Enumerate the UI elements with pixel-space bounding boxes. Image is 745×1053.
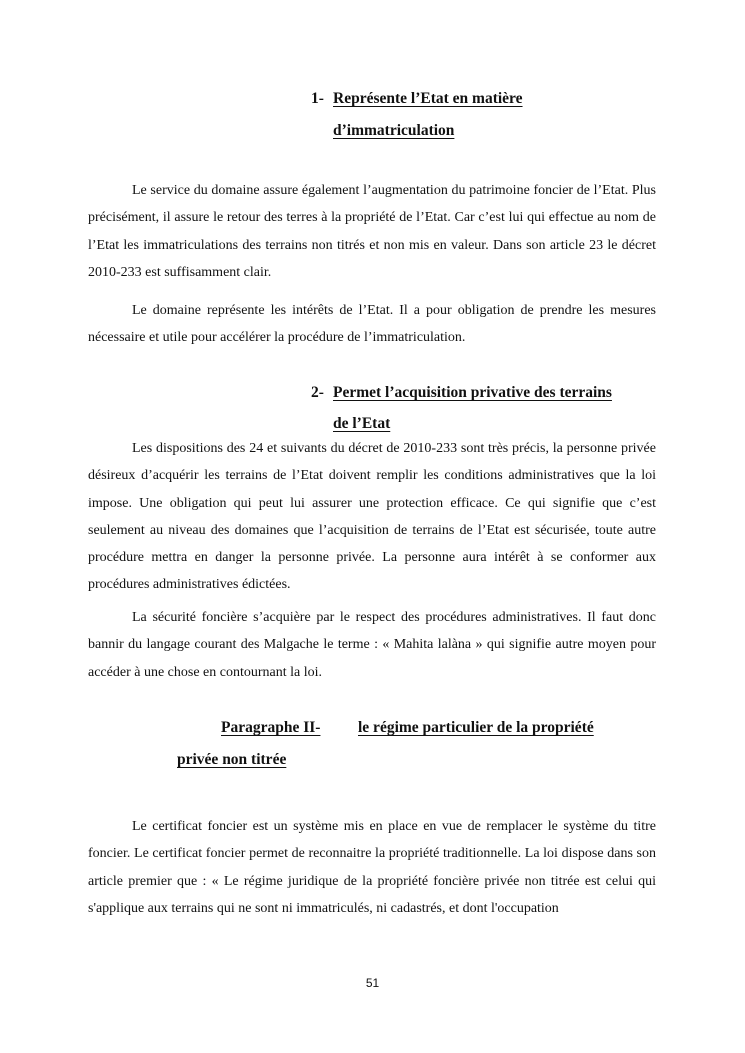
section-1-title-line2: d’immatriculation <box>333 122 455 139</box>
paragraph-ii-title-line2: privée non titrée <box>177 751 287 768</box>
section-1-number: 1- <box>311 90 324 107</box>
paragraph-5: Le certificat foncier est un système mis en place en vue de remplacer le système du titre foncier. Le certificat foncier permet de reconnaitre la propriété traditionnelle. La loi dispose dans son article premier que : « Le régime juridique de la propriété foncière privée non titrée est celui qui s'applique aux terrains qui ne sont ni immatriculés, ni cadastrés, et dont l'occupation <box>88 819 656 916</box>
paragraph-1: Le service du domaine assure également l’augmentation du patrimoine foncier de l’Etat. Plus précisément, il assure le retour des terres à la propriété de l’Etat. Car c’est lui qui effectue au nom de l’Etat les immatriculations des terrains non titrés et non mis en valeur. Dans son article 23 le décret 2010-233 est suffisamment clair. <box>88 183 656 280</box>
paragraph-ii-label: Paragraphe II- <box>221 719 321 736</box>
paragraph-ii-title-line1: le régime particulier de la propriété <box>358 719 594 736</box>
section-2-title-line1: Permet l’acquisition privative des terrains <box>333 384 612 401</box>
section-2-title-line2: de l’Etat <box>333 415 391 432</box>
section-2-number: 2- <box>311 384 324 401</box>
paragraph-4: La sécurité foncière s’acquière par le respect des procédures administratives. Il faut donc bannir du langage courant des Malgache le terme : « Mahita lalàna » qui signifie autre moyen pour accéder à une chose en contournant la loi. <box>88 610 656 680</box>
paragraph-2: Le domaine représente les intérêts de l’Etat. Il a pour obligation de prendre les mesures nécessaire et utile pour accélérer la procédure de l’immatriculation. <box>88 303 656 346</box>
section-1-title-line1: Représente l’Etat en matière <box>333 90 523 107</box>
page-number: 51 <box>365 976 380 990</box>
paragraph-3: Les dispositions des 24 et suivants du décret de 2010-233 sont très précis, la personne privée désireux d’acquérir les terrains de l’Etat doivent remplir les conditions administratives que la loi impose. Une obligation qui peut lui assurer une protection efficace. Ce qui signifie que c’est seulement au niveau des domaines que l’acquisition de terrains de l’Etat est sécurisée, toute autre procédure mettra en danger la personne privée. La personne aura intérêt à se conformer aux procédures administratives édictées. <box>88 441 656 593</box>
